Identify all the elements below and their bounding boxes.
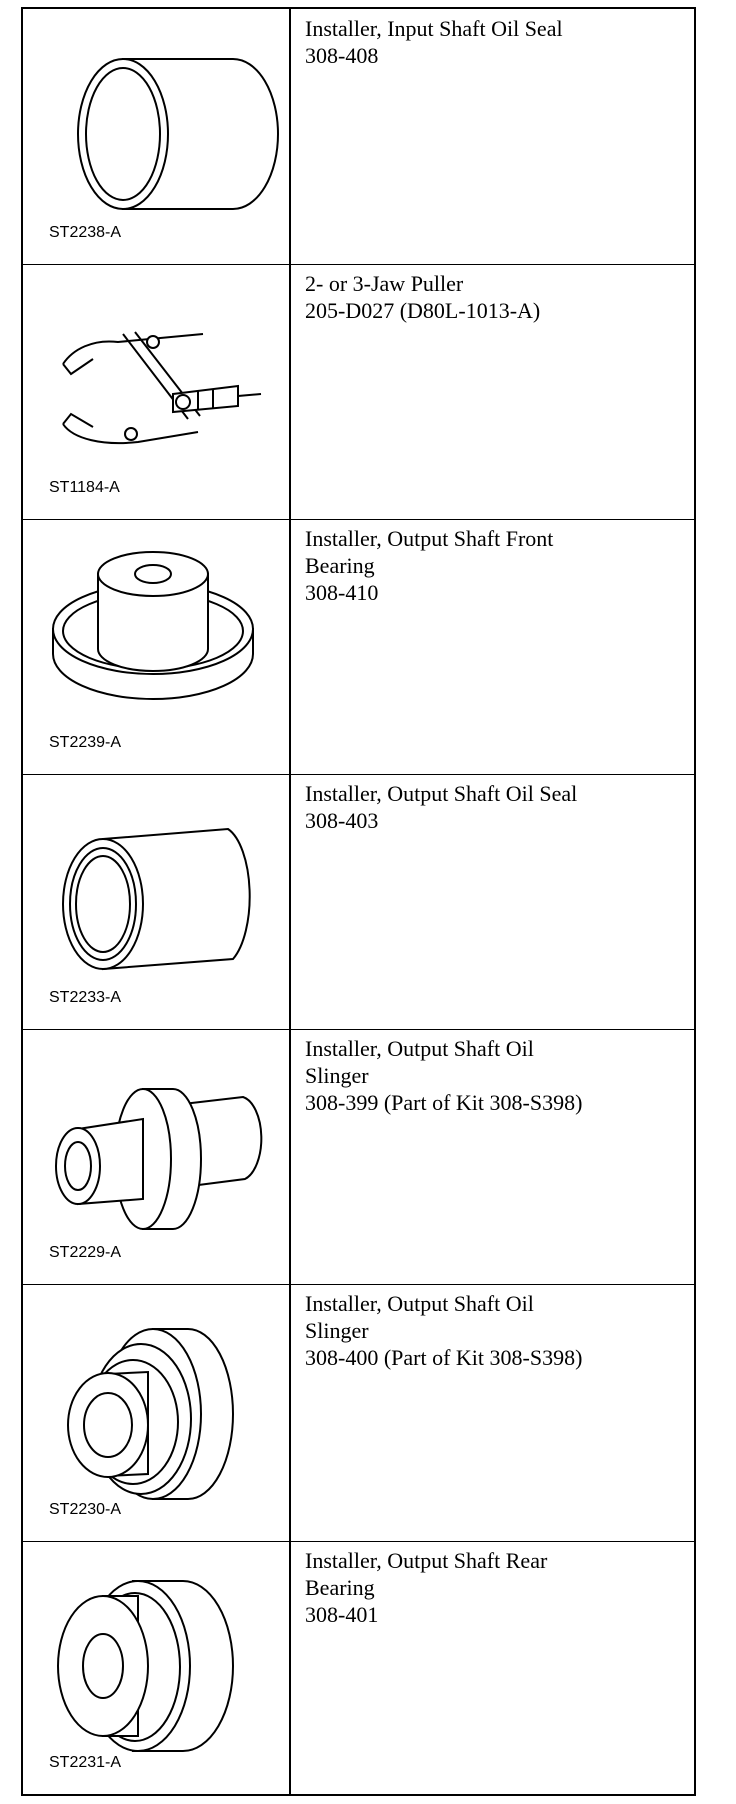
tool-number: 308-401 bbox=[305, 1602, 379, 1627]
tool-illustration-cell bbox=[23, 1541, 291, 1794]
table-row bbox=[23, 9, 694, 265]
tool-description bbox=[305, 15, 682, 69]
tool-number: 308-408 bbox=[305, 43, 379, 68]
tool-name: 2- or 3-Jaw Puller bbox=[305, 271, 464, 296]
tool-illustration-cell bbox=[23, 1284, 291, 1541]
tool-name-continued: Slinger bbox=[305, 1318, 369, 1343]
tool-name: Installer, Output Shaft Oil Seal bbox=[305, 781, 578, 806]
tool-image-code: ST2239-A bbox=[49, 734, 122, 751]
tool-name: Installer, Output Shaft Oil bbox=[305, 1291, 534, 1316]
tool-description bbox=[305, 270, 682, 324]
tool-description bbox=[305, 780, 682, 834]
table-row bbox=[23, 774, 694, 1030]
tool-image-code: ST2231-A bbox=[49, 1754, 122, 1771]
tool-illustration-cell bbox=[23, 519, 291, 774]
tool-number: 308-410 bbox=[305, 580, 379, 605]
table-row bbox=[23, 1541, 694, 1794]
table-row bbox=[23, 1284, 694, 1542]
tool-image-code: ST2238-A bbox=[49, 224, 122, 241]
tool-illustration-cell bbox=[23, 1029, 291, 1284]
table-row bbox=[23, 1029, 694, 1285]
tool-name-continued: Bearing bbox=[305, 553, 375, 578]
tool-image-code: ST2230-A bbox=[49, 1501, 122, 1518]
tool-description bbox=[305, 525, 682, 606]
tool-illustration-cell bbox=[23, 774, 291, 1029]
special-tools-table bbox=[21, 7, 696, 1796]
tool-name: Installer, Output Shaft Rear bbox=[305, 1548, 548, 1573]
table-row bbox=[23, 264, 694, 520]
tool-name: Installer, Output Shaft Oil bbox=[305, 1036, 534, 1061]
tool-number: 205-D027 (D80L-1013-A) bbox=[305, 298, 541, 323]
tool-name: Installer, Output Shaft Front bbox=[305, 526, 554, 551]
tool-number: 308-403 bbox=[305, 808, 379, 833]
tool-illustration-cell bbox=[23, 264, 291, 519]
tool-name-continued: Bearing bbox=[305, 1575, 375, 1600]
tool-image-code: ST2229-A bbox=[49, 1244, 122, 1261]
tool-description bbox=[305, 1547, 682, 1628]
tool-name-continued: Slinger bbox=[305, 1063, 369, 1088]
tool-number: 308-399 (Part of Kit 308-S398) bbox=[305, 1090, 583, 1115]
tool-image-code: ST1184-A bbox=[49, 479, 120, 496]
tool-description bbox=[305, 1035, 682, 1116]
tool-number: 308-400 (Part of Kit 308-S398) bbox=[305, 1345, 583, 1370]
tool-illustration-cell bbox=[23, 9, 291, 264]
table-row bbox=[23, 519, 694, 775]
tool-image-code: ST2233-A bbox=[49, 989, 122, 1006]
tool-description bbox=[305, 1290, 682, 1371]
tool-name: Installer, Input Shaft Oil Seal bbox=[305, 16, 563, 41]
